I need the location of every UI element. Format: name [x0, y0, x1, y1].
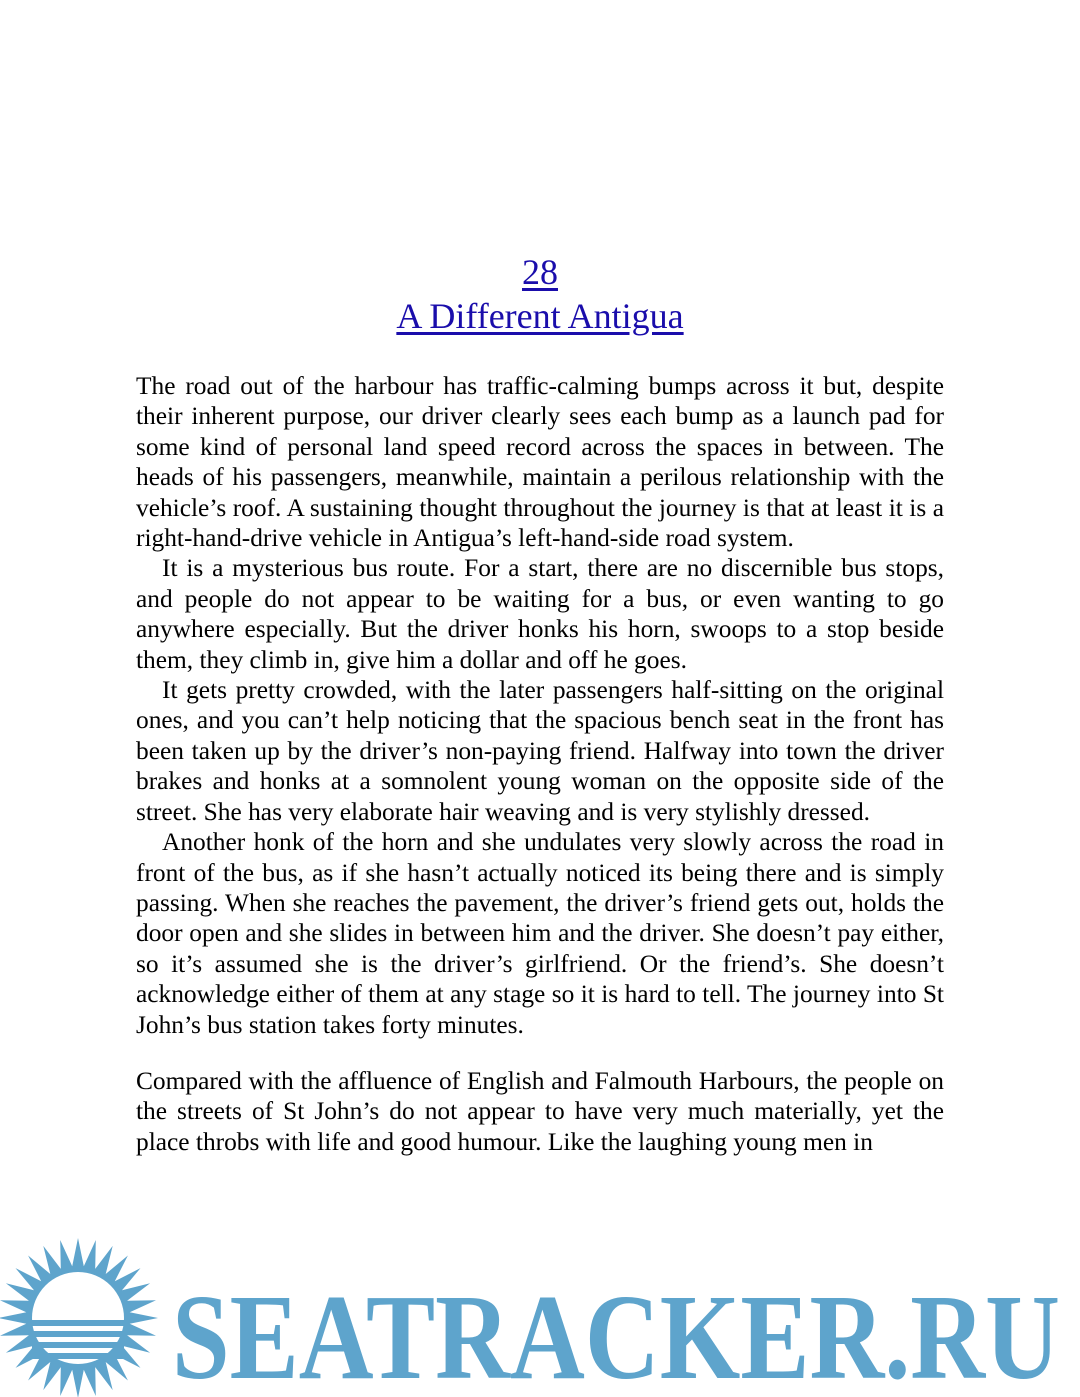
paragraph-3: It gets pretty crowded, with the later passengers half-sitting on the original ones, and you can’t help noticing that the spacious bench seat in the front has been taken up by the driver’s non-paying friend. Halfway into town the driver brakes and honks at a somnolent young woman on the opposite side of the street. She has very elaborate hair weaving and is very stylishly dressed. [136, 676, 944, 826]
sun-wave-band [32, 1342, 124, 1348]
chapter-title-link[interactable]: A Different Antigua [396, 296, 684, 336]
sun-icon [0, 1238, 158, 1397]
seatracker-watermark [0, 1238, 1080, 1397]
paragraph-4: Another honk of the horn and she undulates very slowly across the road in front of the bus, as if she hasn’t actually noticed its being there and is simply passing. When she reaches the pavement, the driver’s friend gets out, holds the door open and she slides in between him and the driver. She doesn’t pay either, so it’s assumed she is the driver’s girlfriend. Or the friend’s. She doesn’t acknowledge either of them at any stage so it is hard to tell. The journey into St John’s bus station takes forty minutes. [136, 828, 944, 1039]
paragraph-5: Compared with the affluence of English and Falmouth Harbours, the people on the streets of St John’s do not appear to have very much materially, yet the place throbs with life and good humour. Like the laughing young men in [136, 1066, 944, 1156]
sun-disc [32, 1272, 124, 1364]
watermark-text: SEATRACKER.RU [172, 1270, 1060, 1397]
paragraph-2: It is a mysterious bus route. For a start, there are no discernible bus stops, and people do not appear to be waiting for a bus, or even wanting to go anywhere especially. But the driver honks his horn, swoops to a stop beside them, they climb in, give him a dollar and off he goes. [136, 554, 944, 674]
chapter-body [136, 371, 944, 1157]
sun-wave-band [32, 1320, 124, 1326]
chapter-number-link[interactable]: 28 [522, 252, 558, 292]
sun-wave-band [32, 1353, 124, 1359]
paragraph-1: The road out of the harbour has traffic-calming bumps across it but, despite their inherent purpose, our driver clearly sees each bump as a launch pad for some kind of personal land speed record across the spaces in between. The heads of his passengers, meanwhile, maintain a perilous relationship with the vehicle’s roof. A sustaining thought throughout the journey is that at least it is a right-hand-drive vehicle in Antigua’s left-hand-side road system. [136, 372, 944, 553]
sun-wave-band [32, 1331, 124, 1337]
chapter-heading [0, 250, 1080, 338]
